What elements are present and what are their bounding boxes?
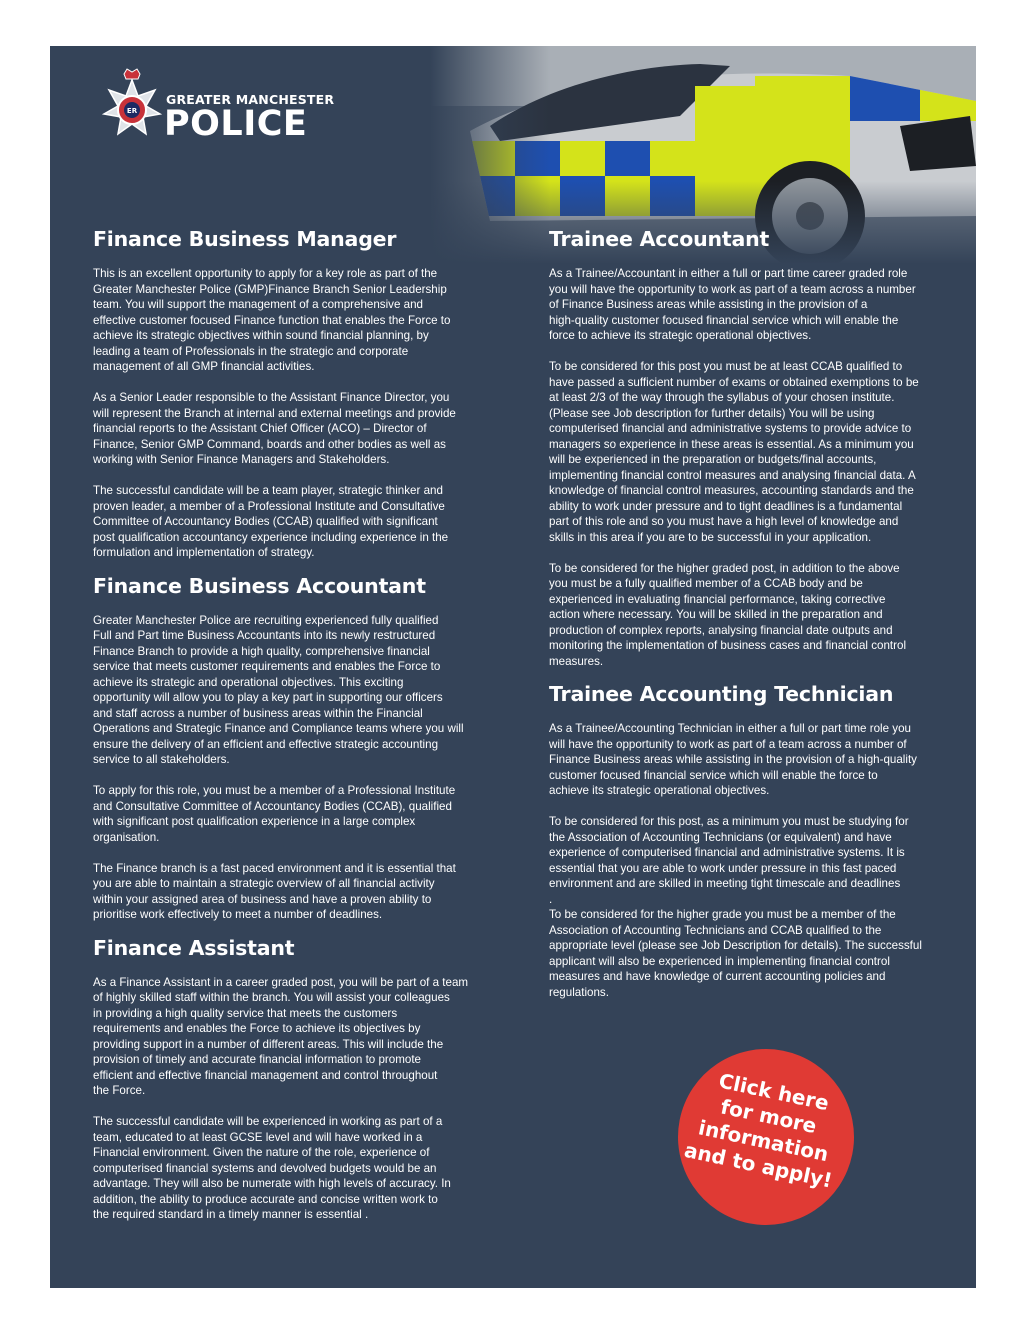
paragraph: To be considered for the higher graded post, in addition to the above you must be a fully qualified member of a CCAB body and be experienced in evaluating financial performance, taking corrective action where necessary. You will be skilled in the preparation and production of complex reports, analysing financial date outputs and monitoring the implementation of business cases and financial control measures. <box>549 561 907 668</box>
paragraph: The Finance branch is a fast paced environment and it is essential that you are able to maintain a strategic overview of all financial activity within your assigned area of business and have a proven ability to prioritise work effectively to meet a number of deadlines. <box>93 861 456 921</box>
paragraph: To be considered for this post, as a minimum you must be studying for the Association of Accounting Technicians (or equivalent) and have experience of computerised financial and administrative systems. It is essential that you are able to work under pressure in this fast paced environment and are skilled in meeting tight timescale and deadlines . <box>549 815 909 906</box>
right-column <box>549 226 941 1000</box>
click-here-apply-button[interactable] <box>678 1049 854 1225</box>
paragraph: The successful candidate will be experienced in working as part of a team, educated to at least GCSE level and will have worked in a Financial environment. Given the nature of the role, experience of computerised financial systems and devolved budgets would be an advantage. They will also be numerate with high levels of accuracy. In addition, the ability to produce accurate and concise written work to the required standard in a timely manner is essential . <box>93 1115 451 1221</box>
gmp-logo <box>100 68 335 148</box>
org-name-top: GREATER MANCHESTER <box>166 92 335 107</box>
section-title-finance-business-manager: Finance Business Manager <box>93 227 397 251</box>
paragraph: As a Trainee/Accounting Technician in either a full or part time role you will have the opportunity to work as part of a team across a number of Finance Business areas while assisting in the provision of a high-quality customer focused financial service which will enable the force to achieve its strategic operational objectives. <box>549 722 917 797</box>
paragraph: To be considered for the higher grade you must be a member of the Association of Accounting Technicians and CCAB qualified to the appropriate level (please see Job Description for details). The successful applicant will also be experienced in implementing financial control measures and have knowledge of current accounting policies and regulations. <box>549 908 922 999</box>
paragraph: To apply for this role, you must be a member of a Professional Institute and Consultative Committee of Accountancy Bodies (CCAB), qualified with significant post qualification experience in a large complex organisation. <box>93 784 456 844</box>
org-name-main: POLICE <box>164 104 308 144</box>
paragraph: Greater Manchester Police are recruiting experienced fully qualified Full and Part time Business Accountants into its newly restructured Finance Branch to provide a high quality, comprehensive financial service that meets customer requirements and enables the Force to achieve its strategic and operational objectives. This exciting opportunity will allow you to play a key part in supporting our officers and staff across a number of business areas within the Financial Operations and Strategic Finance and Compliance teams where you will ensure the delivery of an efficient and effective strategic accounting service to all stakeholders. <box>93 613 464 766</box>
paragraph: To be considered for this post you must be at least CCAB qualified to have passed a sufficient number of exams or obtained exemptions to be at least 2/3 of the way through the syllabus of your chosen institute. (Please see Job description for further details) You will be using computerised financial and administrative systems to provide advice to managers so experience in these areas is essential. As a minimum you will be experienced in the preparation or budgets/final accounts, implementing financial control measures and analysing financial data. A knowledge of financial control measures, accounting standards and the ability to work under pressure and to tight deadlines is a fundamental part of this role and so you must have a high level of knowledge and skills in this area if you are to be successful in your application. <box>549 360 919 544</box>
cta-label: Click here for more information and to apply! <box>682 1068 835 1193</box>
paragraph: As a Finance Assistant in a career graded post, you will be part of a team of highly skilled staff within the branch. You will assist your colleagues in providing a high quality service that meets the customers requirements and enables the Force to achieve its objectives by providing support in a number of different areas. This will include the provision of timely and accurate financial information to promote efficient and effective financial management and control throughout the Force. <box>93 975 469 1097</box>
police-star-badge-icon <box>100 68 164 144</box>
paragraph: As a Trainee/Accountant in either a full or part time career graded role you will have the opportunity to work as part of a team across a number of Finance Business areas while assisting in the provision of a high-quality customer focused financial service which will enable the force to achieve its strategic operational objectives. <box>549 267 916 342</box>
section-title-finance-assistant: Finance Assistant <box>93 935 295 960</box>
paragraph: This is an excellent opportunity to apply for a key role as part of the Greater Manchester Police (GMP)Finance Branch Senior Leadership team. You will support the management of a comprehensive and effective customer focused Finance function that enables the Force to achieve its strategic objectives within sound financial planning, by leading a team of Professionals in the strategic and corporate management of all GMP financial activities. <box>93 267 451 373</box>
paragraph: The successful candidate will be a team player, strategic thinker and proven leader, a member of a Professional Institute and Consultative Committee of Accountancy Bodies (CCAB) qualified with significant post qualification accountancy experience including experience in the formulation and implementation of strategy. <box>93 484 449 559</box>
paragraph: As a Senior Leader responsible to the Assistant Finance Director, you will represent the Branch at internal and external meetings and provide financial reports to the Assistant Chief Officer (ACO) – Director of Finance, Senior GMP Command, boards and other bodies as well as working with Senior Finance Managers and Stakeholders. <box>93 391 456 466</box>
section-title-trainee-accountant: Trainee Accountant <box>549 227 770 251</box>
left-column <box>93 226 486 1223</box>
section-title-trainee-accounting-technician: Trainee Accounting Technician <box>549 682 894 706</box>
badge-initials: ER <box>126 107 138 115</box>
section-title-finance-business-accountant: Finance Business Accountant <box>93 573 426 598</box>
flyer-panel <box>50 46 976 1288</box>
